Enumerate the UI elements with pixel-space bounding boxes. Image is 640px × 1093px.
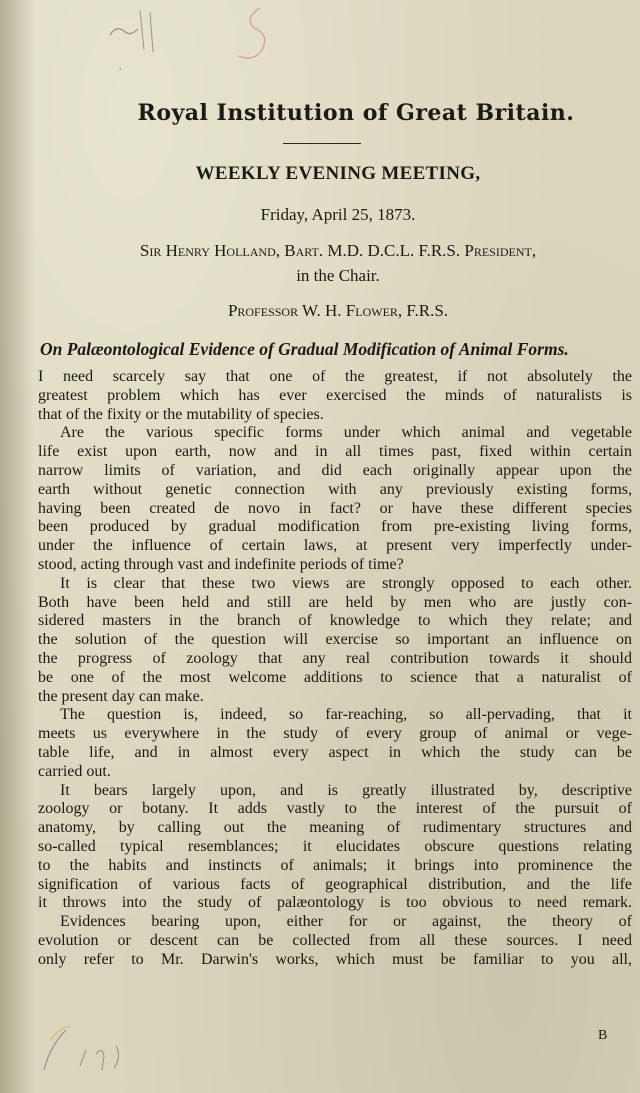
- text-line: been produced by gradual modification from pre-existing living forms,: [38, 518, 632, 536]
- text-line: that of the fixity or the mutability of species.: [38, 405, 324, 423]
- text-line: table life, and in almost every aspect in which the study can be: [38, 743, 632, 761]
- text-line: having been created de novo in fact? or have these different species: [38, 499, 632, 517]
- heading-rule: [283, 143, 361, 144]
- paper-title: On Palæontological Evidence of Gradual Modification of Animal Forms.: [40, 339, 569, 359]
- meeting-heading: WEEKLY EVENING MEETING,: [195, 163, 481, 184]
- speaker-line: Professor W. H. Flower, F.R.S.: [227, 301, 449, 320]
- text-line: only refer to Mr. Darwin's works, which must be familiar to you all,: [38, 950, 632, 968]
- text-line: under the influence of certain laws, at present very imperfectly under-: [38, 537, 632, 555]
- text-line: I need scarcely say that one of the greatest, if not absolutely the: [38, 368, 632, 385]
- text-line: Both have been held and still are held by men who are justly con-: [38, 593, 632, 611]
- text-line: evolution or descent can be collected from all these sources. I need: [38, 931, 632, 949]
- text-line: it throws into the study of palæontology is too obvious to need remark.: [38, 894, 632, 912]
- text-line: Evidences bearing upon, either for or against, the theory of: [60, 913, 632, 931]
- pencil-mark-top: [80, 0, 280, 70]
- text-line: It bears largely upon, and is greatly illustrated by, descriptive: [60, 781, 632, 799]
- text-line: be one of the most welcome additions to science that a naturalist of: [38, 668, 632, 686]
- text-line: so-called typical resemblances; it elucidates obscure questions relating: [38, 837, 632, 855]
- text-line: signification of various facts of geographical distribution, and the life: [38, 875, 632, 893]
- meeting-date: Friday, April 25, 1873.: [260, 205, 416, 224]
- text-line: life exist upon earth, now and in all times past, fixed within certain: [38, 443, 632, 461]
- body-text: [38, 368, 632, 970]
- signature-mark: B: [598, 1028, 608, 1043]
- text-line: zoology or botany. It adds vastly to the interest of the pursuit of: [38, 800, 632, 818]
- text-line: The question is, indeed, so far-reaching, so all-pervading, that it: [60, 706, 632, 724]
- binding-shadow: [0, 0, 34, 1093]
- president-line: Sir Henry Holland, Bart. M.D. D.C.L. F.R.S. President,: [139, 241, 537, 260]
- text-line: Are the various specific forms under which animal and vegetable: [60, 424, 632, 442]
- text-line: It is clear that these two views are strongly opposed to each other.: [60, 574, 632, 592]
- text-line: carried out.: [38, 762, 111, 780]
- text-line: the present day can make.: [38, 687, 204, 705]
- pencil-mark-bottom: [36, 1010, 146, 1080]
- chair-line: in the Chair.: [296, 266, 380, 285]
- text-line: stood, acting through vast and indefinite periods of time?: [38, 555, 404, 573]
- text-line: the solution of the question will exercise so important an influence on: [38, 631, 632, 649]
- text-line: sidered masters in the branch of knowledge to which they relate; and: [38, 612, 632, 630]
- text-line: to the habits and instincts of animals; it brings into prominence the: [38, 856, 632, 874]
- institution-heading: Royal Institution of Great Britain.: [137, 100, 575, 126]
- text-line: greatest problem which has ever exercised the minds of naturalists is: [38, 386, 632, 404]
- text-line: meets us everywhere in the study of every group of animal or vege-: [38, 725, 632, 743]
- text-line: the progress of zoology that any real contribution towards it should: [38, 649, 632, 667]
- text-line: narrow limits of variation, and did each originally appear upon the: [38, 461, 632, 479]
- text-line: anatomy, by calling out the meaning of rudimentary structures and: [38, 819, 632, 837]
- text-line: earth without genetic connection with any previously existing forms,: [38, 480, 632, 498]
